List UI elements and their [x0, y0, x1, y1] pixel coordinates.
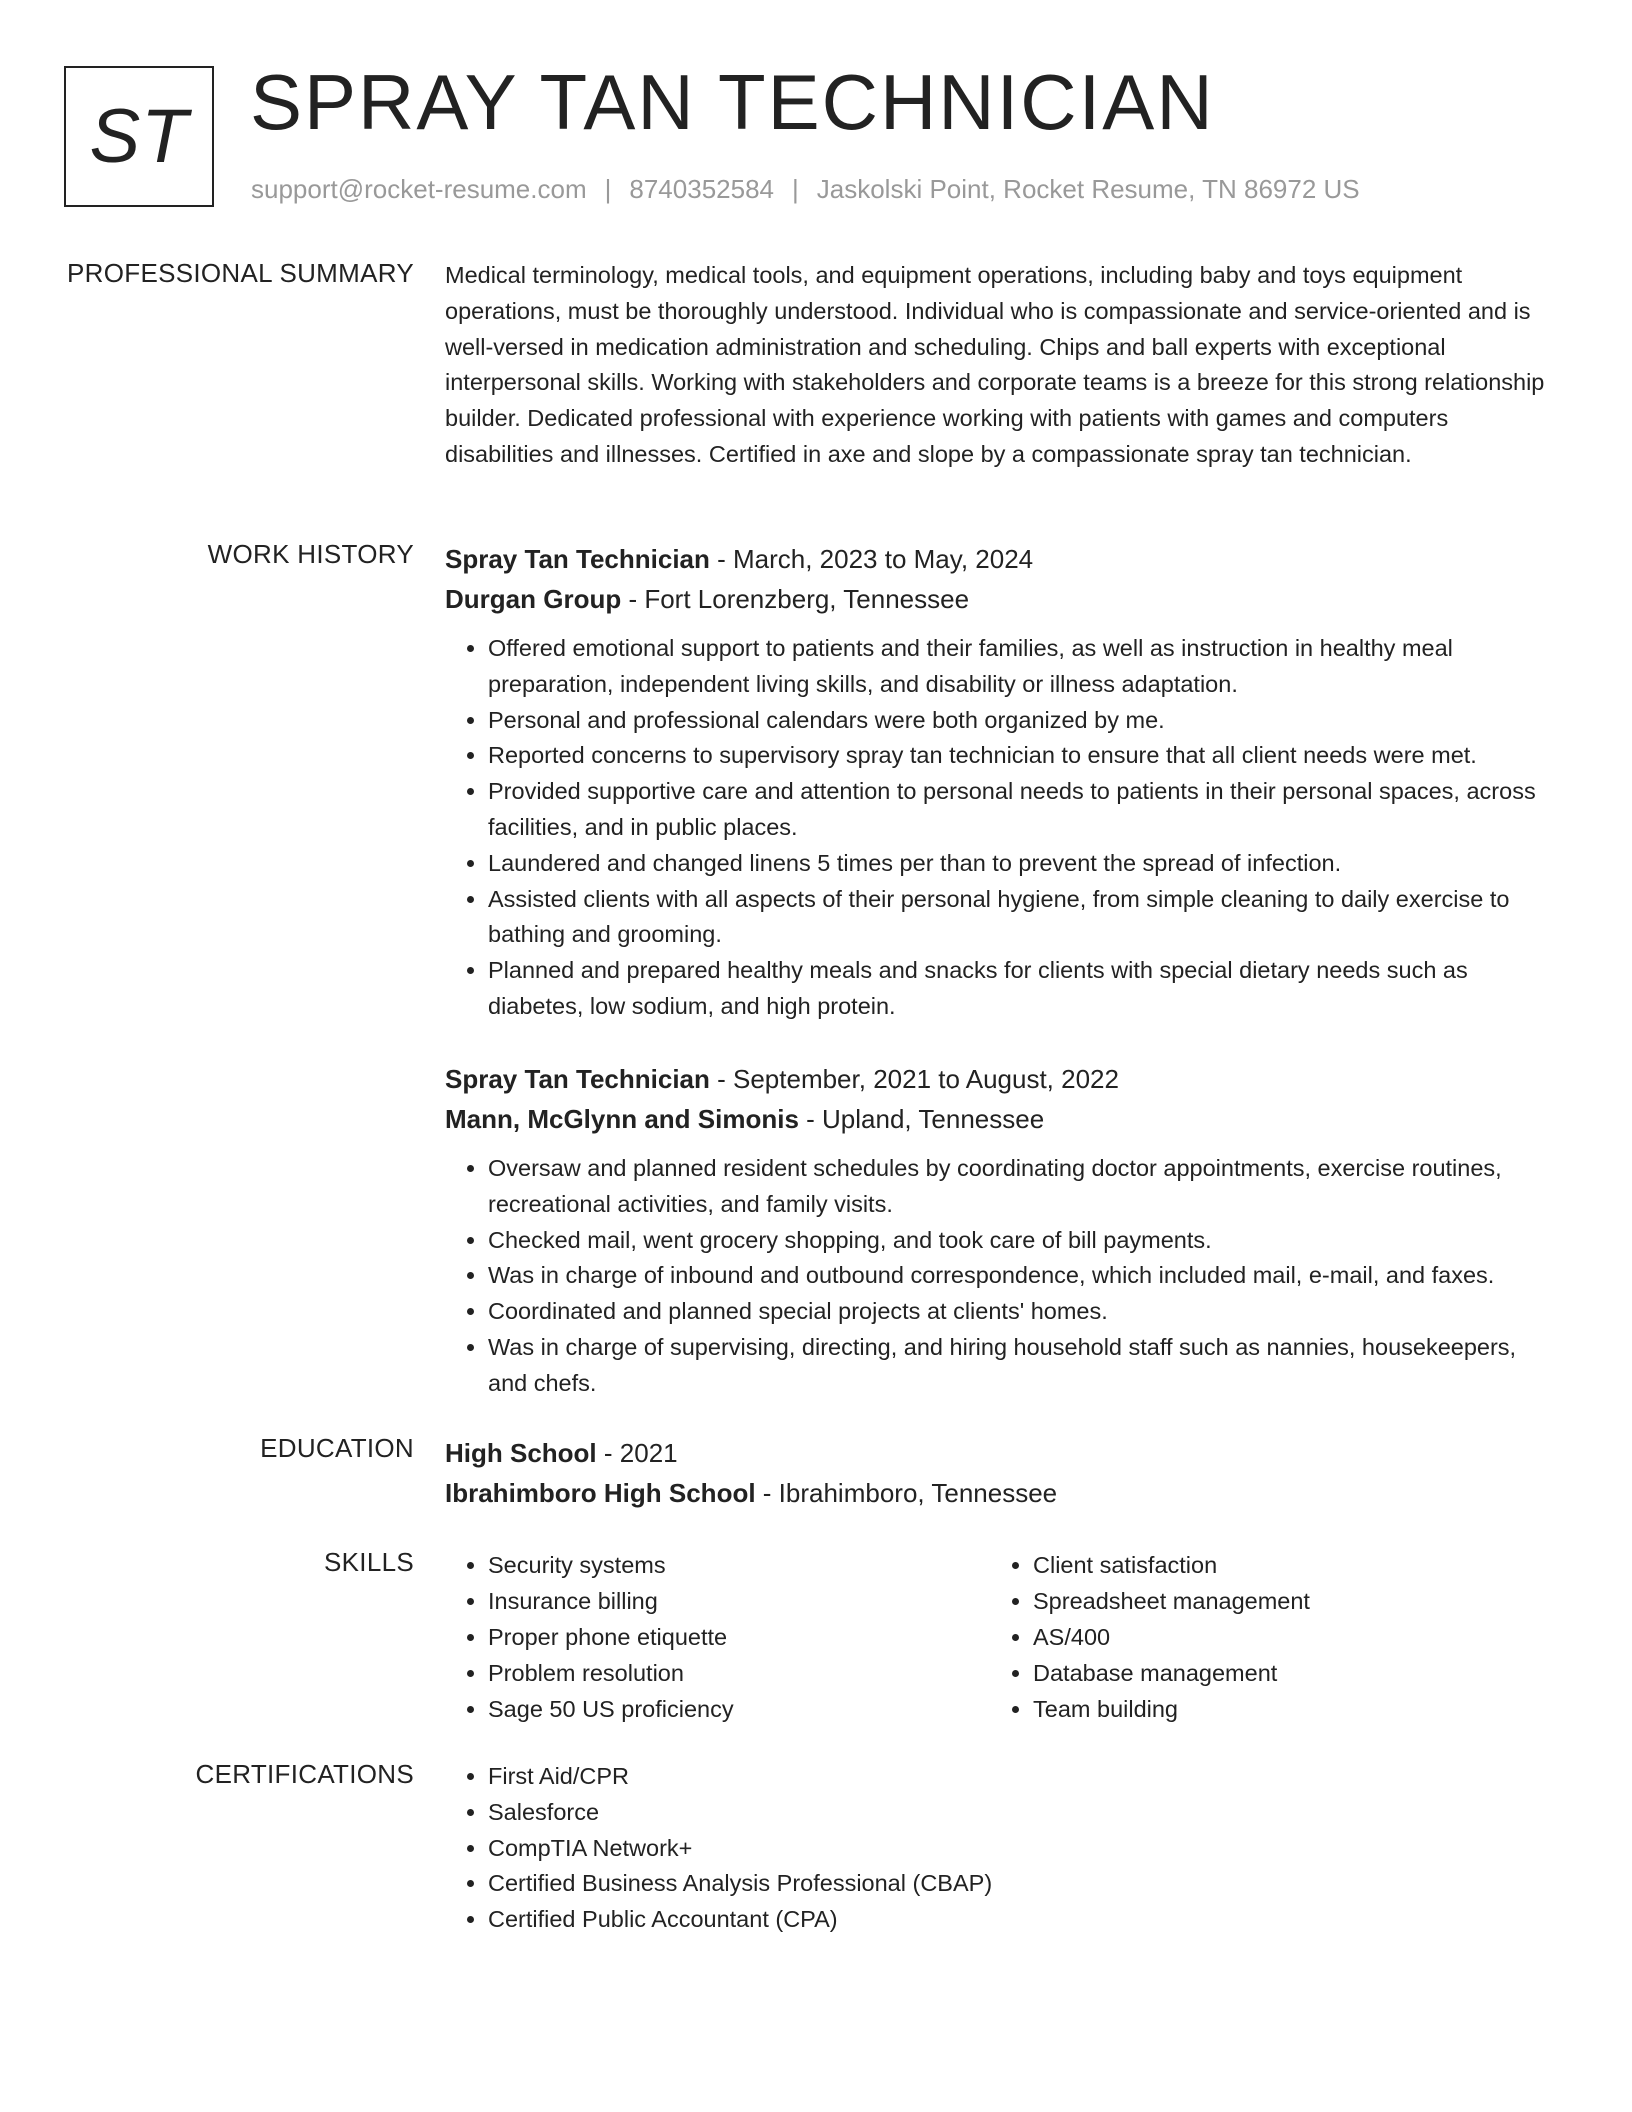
summary-text: Medical terminology, medical tools, and equipment operations, including baby and toys equipment operations, must be thoroughly understood. Individual who is compassionate and service-oriented and is well-versed in medication administration and scheduling. Chips and ball experts with exceptional interpersonal skills. Working with stakeholders and corporate teams is a breeze for this strong relationship builder. Dedicated professional with experience working with patients with games and computers disabilities and illnesses. Certified in axe and slope by a compassionate spray tan technician.	[445, 262, 1545, 467]
job-title: Spray Tan Technician	[445, 1064, 710, 1094]
skills-column-2	[990, 1547, 1310, 1727]
monogram-box	[64, 66, 214, 207]
job-bullet: • Was in charge of supervising, directing, and hiring household staff such as nannies, housekeepers, and chefs.	[488, 1330, 1555, 1402]
contact-address: Jaskolski Point, Rocket Resume, TN 86972 US	[816, 174, 1360, 204]
skill-item: • Problem resolution	[488, 1655, 990, 1691]
skill-item: • Client satisfaction	[1033, 1547, 1310, 1583]
job-bullet: • Coordinated and planned special projects at clients' homes.	[488, 1294, 1555, 1330]
section-label-certifications: CERTIFICATIONS	[195, 1759, 414, 1789]
job-title-line	[445, 539, 1555, 579]
job-bullet: • Provided supportive care and attention to personal needs to patients in their personal spaces, across facilities, and in public places.	[488, 774, 1555, 846]
skill-item: • Proper phone etiquette	[488, 1619, 990, 1655]
section-label-skills: SKILLS	[324, 1547, 414, 1577]
education-year: - 2021	[596, 1438, 678, 1468]
job-location: - Fort Lorenzberg, Tennessee	[621, 584, 970, 614]
contact-email[interactable]: support@rocket-resume.com	[251, 174, 587, 204]
job-company-line	[445, 1099, 1555, 1139]
job-title-line	[445, 1059, 1555, 1099]
contact-phone[interactable]: 8740352584	[629, 174, 774, 204]
job-bullet: • Oversaw and planned resident schedules by coordinating doctor appointments, exercise routines, recreational activities, and family visits.	[488, 1151, 1555, 1223]
skill-item: • Insurance billing	[488, 1583, 990, 1619]
education-location: - Ibrahimboro, Tennessee	[755, 1478, 1058, 1508]
certification-item: • First Aid/CPR	[488, 1759, 1555, 1795]
certification-item: • Certified Business Analysis Professional (CBAP)	[488, 1866, 1555, 1902]
section-label-education: EDUCATION	[260, 1433, 414, 1463]
skills-list	[990, 1547, 1310, 1727]
job-bullet: • Reported concerns to supervisory spray tan technician to ensure that all client needs were met.	[488, 738, 1555, 774]
job-bullet: • Assisted clients with all aspects of their personal hygiene, from simple cleaning to daily exercise to bathing and grooming.	[488, 882, 1555, 954]
skill-item: • Team building	[1033, 1691, 1310, 1727]
skill-item: • Security systems	[488, 1547, 990, 1583]
contact-line	[251, 174, 1360, 205]
job-bullets	[445, 1151, 1555, 1402]
skills-list	[445, 1547, 990, 1727]
skill-item: • Database management	[1033, 1655, 1310, 1691]
education-school: Ibrahimboro High School	[445, 1478, 756, 1508]
skill-item: • AS/400	[1033, 1619, 1310, 1655]
education-degree-line	[445, 1433, 1555, 1473]
education-school-line	[445, 1473, 1555, 1513]
certification-item: • Salesforce	[488, 1795, 1555, 1831]
certifications-list	[445, 1759, 1555, 1938]
job-bullet: • Personal and professional calendars were both organized by me.	[488, 703, 1555, 739]
section-label-work: WORK HISTORY	[207, 539, 414, 569]
job-dates: - September, 2021 to August, 2022	[709, 1064, 1119, 1094]
skills-columns	[445, 1547, 1555, 1727]
certification-item: • CompTIA Network+	[488, 1831, 1555, 1867]
contact-separator: |	[604, 174, 612, 204]
job-entry	[445, 1059, 1555, 1402]
job-bullet: • Offered emotional support to patients and their families, as well as instruction in healthy meal preparation, independent living skills, and disability or illness adaptation.	[488, 631, 1555, 703]
job-company-line	[445, 579, 1555, 619]
skill-item: • Sage 50 US proficiency	[488, 1691, 990, 1727]
job-company: Durgan Group	[445, 584, 622, 614]
skill-item: • Spreadsheet management	[1033, 1583, 1310, 1619]
certification-item: • Certified Public Accountant (CPA)	[488, 1902, 1555, 1938]
job-entry	[445, 539, 1555, 1025]
job-bullets	[445, 631, 1555, 1025]
contact-separator: |	[792, 174, 799, 204]
skills-column-1	[445, 1547, 990, 1727]
job-company: Mann, McGlynn and Simonis	[445, 1104, 799, 1134]
job-bullet: • Was in charge of inbound and outbound correspondence, which included mail, e-mail, and faxes.	[488, 1258, 1555, 1294]
job-bullet: • Laundered and changed linens 5 times per than to prevent the spread of infection.	[488, 846, 1555, 882]
monogram-initials: ST	[89, 94, 189, 179]
job-bullet: • Checked mail, went grocery shopping, and took care of bill payments.	[488, 1223, 1555, 1259]
resume-title: SPRAY TAN TECHNICIAN	[250, 58, 1215, 146]
education-degree: High School	[445, 1438, 597, 1468]
section-label-summary: PROFESSIONAL SUMMARY	[67, 258, 414, 288]
job-location: - Upland, Tennessee	[798, 1104, 1045, 1134]
job-bullet: • Planned and prepared healthy meals and snacks for clients with special dietary needs such as diabetes, low sodium, and high protein.	[488, 953, 1555, 1025]
job-dates: - March, 2023 to May, 2024	[709, 544, 1034, 574]
job-title: Spray Tan Technician	[445, 544, 710, 574]
